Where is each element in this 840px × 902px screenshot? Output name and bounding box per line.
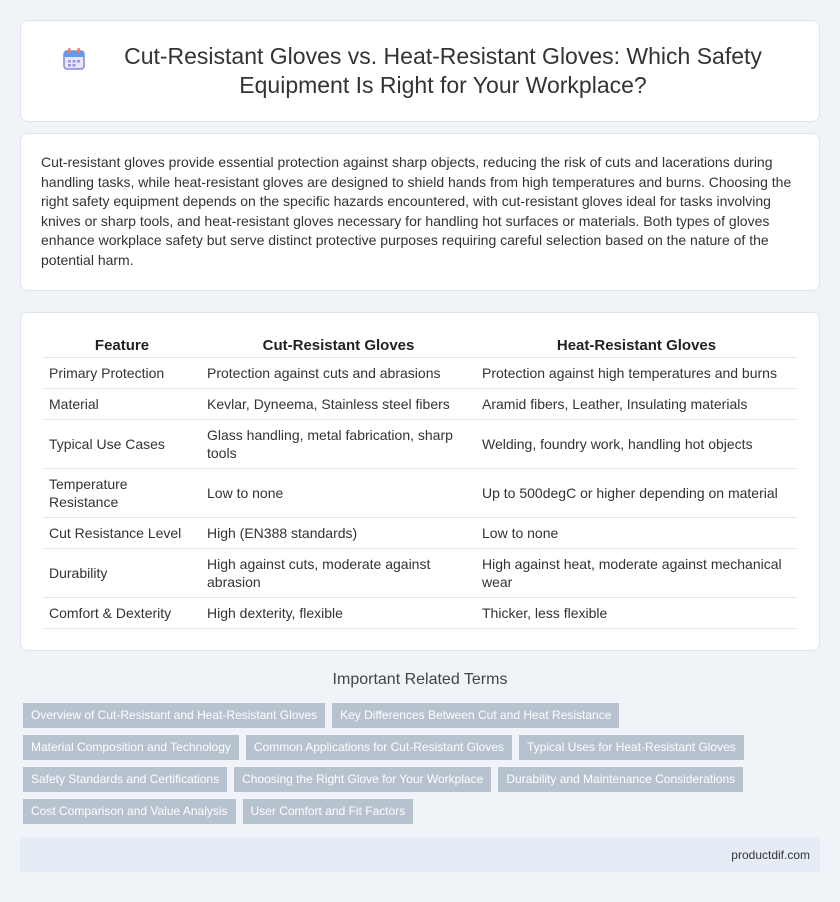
- table-cell-heat: Protection against high temperatures and burns: [476, 358, 797, 389]
- table-cell-heat: Thicker, less flexible: [476, 598, 797, 629]
- table-cell-feature: Temperature Resistance: [43, 469, 201, 518]
- table-cell-heat: Up to 500degC or higher depending on material: [476, 469, 797, 518]
- comparison-table-card: [20, 312, 820, 651]
- footer: [20, 838, 820, 872]
- table-cell-cut: High dexterity, flexible: [201, 598, 476, 629]
- related-term-tag[interactable]: Overview of Cut-Resistant and Heat-Resistant Gloves: [23, 703, 325, 728]
- table-cell-cut: Glass handling, metal fabrication, sharp tools: [201, 420, 476, 469]
- calendar-icon: [61, 46, 87, 72]
- related-term-tag[interactable]: Common Applications for Cut-Resistant Gloves: [246, 735, 512, 760]
- table-cell-heat: Welding, foundry work, handling hot objects: [476, 420, 797, 469]
- table-cell-cut: Low to none: [201, 469, 476, 518]
- table-row: [43, 469, 797, 518]
- table-row: [43, 358, 797, 389]
- related-term-tag[interactable]: Key Differences Between Cut and Heat Resistance: [332, 703, 619, 728]
- table-header-row: [43, 333, 797, 358]
- table-cell-feature: Material: [43, 389, 201, 420]
- related-term-tag[interactable]: Choosing the Right Glove for Your Workplace: [234, 767, 491, 792]
- footer-site-link[interactable]: productdif.com: [731, 848, 810, 862]
- related-term-tag[interactable]: Safety Standards and Certifications: [23, 767, 227, 792]
- table-row: [43, 549, 797, 598]
- related-term-tag[interactable]: Cost Comparison and Value Analysis: [23, 799, 236, 824]
- related-term-tag[interactable]: User Comfort and Fit Factors: [243, 799, 414, 824]
- intro-paragraph: Cut-resistant gloves provide essential protection against sharp objects, reducing the risk of cuts and lacerations during handling tasks, while heat-resistant gloves are designed to shield hands from high temperatures and burns. Choosing the right safety equipment depends on the specific hazards encountered, with cut-resistant gloves ideal for tasks involving knives or sharp tools, and heat-resistant gloves necessary for handling hot surfaces or materials. Both types of gloves enhance workplace safety but serve distinct protective purposes requiring careful selection based on the nature of the potential harm.: [41, 154, 792, 268]
- table-row: [43, 389, 797, 420]
- related-terms-title: Important Related Terms: [332, 671, 508, 688]
- table-cell-heat: Low to none: [476, 518, 797, 549]
- table-cell-feature: Cut Resistance Level: [43, 518, 201, 549]
- table-row: [43, 420, 797, 469]
- title-wrap: [61, 42, 779, 100]
- comparison-table: [43, 333, 797, 629]
- table-cell-feature: Typical Use Cases: [43, 420, 201, 469]
- table-cell-cut: High (EN388 standards): [201, 518, 476, 549]
- table-cell-cut: Protection against cuts and abrasions: [201, 358, 476, 389]
- table-cell-feature: Durability: [43, 549, 201, 598]
- header-heat-resistant: Heat-Resistant Gloves: [476, 333, 797, 358]
- related-term-tag[interactable]: Durability and Maintenance Considerations: [498, 767, 743, 792]
- table-cell-feature: Comfort & Dexterity: [43, 598, 201, 629]
- table-row: [43, 518, 797, 549]
- table-cell-heat: Aramid fibers, Leather, Insulating materials: [476, 389, 797, 420]
- table-cell-cut: Kevlar, Dyneema, Stainless steel fibers: [201, 389, 476, 420]
- intro-card: [20, 133, 820, 291]
- page-title: Cut-Resistant Gloves vs. Heat-Resistant Gloves: Which Safety Equipment Is Right for Your Workplace?: [124, 43, 762, 98]
- header-feature: Feature: [43, 333, 201, 358]
- title-card: [20, 20, 820, 122]
- header-cut-resistant: Cut-Resistant Gloves: [201, 333, 476, 358]
- table-cell-cut: High against cuts, moderate against abrasion: [201, 549, 476, 598]
- related-term-tag[interactable]: Material Composition and Technology: [23, 735, 239, 760]
- related-term-tag[interactable]: Typical Uses for Heat-Resistant Gloves: [519, 735, 744, 760]
- table-cell-feature: Primary Protection: [43, 358, 201, 389]
- table-cell-heat: High against heat, moderate against mechanical wear: [476, 549, 797, 598]
- table-row: [43, 598, 797, 629]
- related-terms-list: [23, 703, 803, 831]
